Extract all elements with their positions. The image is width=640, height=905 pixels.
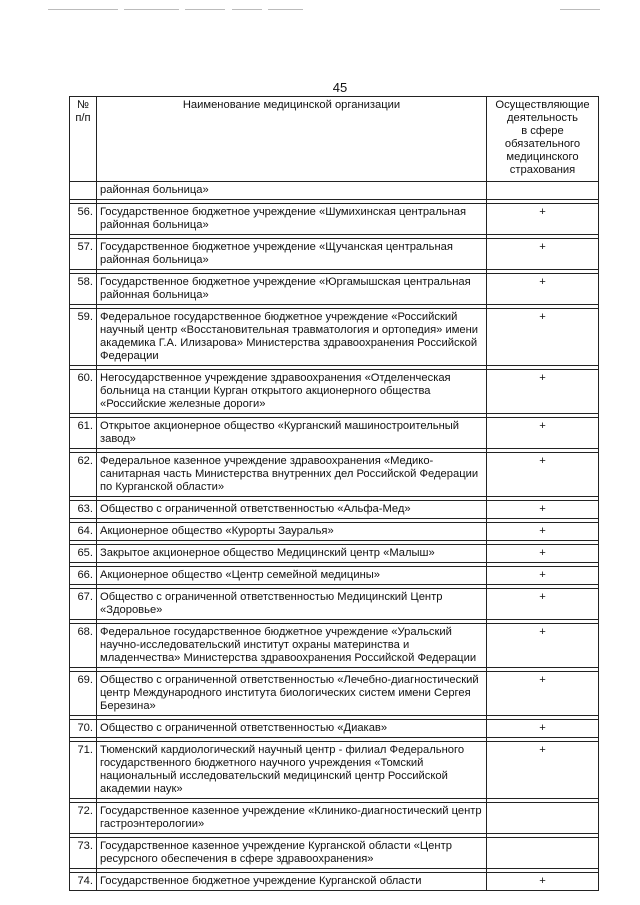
organization-name: Общество с ограниченной ответственностью «Лечебно-диагностический центр Международного института биологических систем имени Сергея Березина» bbox=[97, 672, 487, 716]
table-row bbox=[70, 182, 599, 200]
oms-mark: + bbox=[487, 239, 599, 270]
oms-mark: + bbox=[487, 567, 599, 585]
table-row bbox=[70, 567, 599, 585]
table-body bbox=[70, 182, 599, 891]
organization-name: Государственное казенное учреждение Курганской области «Центр ресурсного обеспечения в сфере здравоохранения» bbox=[97, 838, 487, 869]
row-number bbox=[70, 182, 97, 200]
organization-name: Открытое акционерное общество «Курганский машиностроительный завод» bbox=[97, 418, 487, 449]
organization-name: Закрытое акционерное общество Медицинский центр «Малыш» bbox=[97, 545, 487, 563]
row-number: 61. bbox=[70, 418, 97, 449]
row-number: 59. bbox=[70, 309, 97, 366]
row-number: 56. bbox=[70, 204, 97, 235]
organization-name: Государственное бюджетное учреждение «Юргамышская центральная районная больница» bbox=[97, 274, 487, 305]
table-row bbox=[70, 838, 599, 869]
row-number: 74. bbox=[70, 873, 97, 891]
table-row bbox=[70, 239, 599, 270]
table-row bbox=[70, 274, 599, 305]
row-number: 66. bbox=[70, 567, 97, 585]
row-number: 57. bbox=[70, 239, 97, 270]
oms-mark: + bbox=[487, 453, 599, 497]
oms-mark bbox=[487, 803, 599, 834]
oms-mark: + bbox=[487, 589, 599, 620]
row-number: 67. bbox=[70, 589, 97, 620]
organization-name: Общество с ограниченной ответственностью «Диакав» bbox=[97, 720, 487, 738]
organization-name: Акционерное общество «Центр семейной медицины» bbox=[97, 567, 487, 585]
row-number: 65. bbox=[70, 545, 97, 563]
row-number: 73. bbox=[70, 838, 97, 869]
scan-header-artifact bbox=[0, 8, 640, 12]
organization-name: Государственное казенное учреждение «Клинико-диагностический центр гастроэнтерологии» bbox=[97, 803, 487, 834]
oms-mark bbox=[487, 182, 599, 200]
header-oms-activity: Осуществляющие деятельность в сфере обязательного медицинского страхования bbox=[487, 97, 599, 182]
table-row bbox=[70, 309, 599, 366]
oms-mark: + bbox=[487, 873, 599, 891]
table-row bbox=[70, 523, 599, 541]
organization-name: Государственное бюджетное учреждение Курганской области bbox=[97, 873, 487, 891]
row-number: 62. bbox=[70, 453, 97, 497]
table-row bbox=[70, 624, 599, 668]
table-row bbox=[70, 720, 599, 738]
table-row bbox=[70, 545, 599, 563]
organization-name: Общество с ограниченной ответственностью Медицинский Центр «Здоровье» bbox=[97, 589, 487, 620]
table-row bbox=[70, 370, 599, 414]
oms-mark: + bbox=[487, 742, 599, 799]
table-row bbox=[70, 204, 599, 235]
oms-mark: + bbox=[487, 204, 599, 235]
header-number: № п/п bbox=[70, 97, 97, 182]
oms-mark: + bbox=[487, 545, 599, 563]
organization-name: Негосударственное учреждение здравоохранения «Отделенческая больница на станции Курган открытого акционерного общества «Российские железные дороги» bbox=[97, 370, 487, 414]
header-organization-name: Наименование медицинской организации bbox=[97, 97, 487, 182]
table-row bbox=[70, 501, 599, 519]
organization-name: Государственное бюджетное учреждение «Щучанская центральная районная больница» bbox=[97, 239, 487, 270]
table-header-row bbox=[70, 97, 599, 182]
row-number: 68. bbox=[70, 624, 97, 668]
row-number: 69. bbox=[70, 672, 97, 716]
organization-name: Акционерное общество «Курорты Зауралья» bbox=[97, 523, 487, 541]
table-row bbox=[70, 453, 599, 497]
row-number: 63. bbox=[70, 501, 97, 519]
table-row bbox=[70, 742, 599, 799]
oms-mark: + bbox=[487, 672, 599, 716]
organization-name: Общество с ограниченной ответственностью «Альфа-Мед» bbox=[97, 501, 487, 519]
organization-name: Федеральное государственное бюджетное учреждение «Российский научный центр «Восстановительная травматология и ортопедия» имени академика Г.А. Илизарова» Министерства здравоохранения Российской Федерации bbox=[97, 309, 487, 366]
oms-mark bbox=[487, 838, 599, 869]
row-number: 72. bbox=[70, 803, 97, 834]
row-number: 71. bbox=[70, 742, 97, 799]
table-row bbox=[70, 672, 599, 716]
oms-mark: + bbox=[487, 418, 599, 449]
organizations-table bbox=[69, 96, 599, 891]
organization-name: Тюменский кардиологический научный центр - филиал Федерального государственного бюджетного научного учреждения «Томский национальный исследовательский медицинский центр Российской академии наук» bbox=[97, 742, 487, 799]
row-number: 64. bbox=[70, 523, 97, 541]
row-number: 70. bbox=[70, 720, 97, 738]
oms-mark: + bbox=[487, 501, 599, 519]
oms-mark: + bbox=[487, 309, 599, 366]
table-row bbox=[70, 803, 599, 834]
table-row bbox=[70, 418, 599, 449]
page-number: 45 bbox=[332, 80, 348, 95]
organization-name: Федеральное государственное бюджетное учреждение «Уральский научно-исследовательский институт охраны материнства и младенчества» Министерства здравоохранения Российской Федерации bbox=[97, 624, 487, 668]
oms-mark: + bbox=[487, 624, 599, 668]
oms-mark: + bbox=[487, 523, 599, 541]
oms-mark: + bbox=[487, 370, 599, 414]
oms-mark: + bbox=[487, 720, 599, 738]
organization-name: Государственное бюджетное учреждение «Шумихинская центральная районная больница» bbox=[97, 204, 487, 235]
oms-mark: + bbox=[487, 274, 599, 305]
row-number: 60. bbox=[70, 370, 97, 414]
row-number: 58. bbox=[70, 274, 97, 305]
organization-name: Федеральное казенное учреждение здравоохранения «Медико-санитарная часть Министерства внутренних дел Российской Федерации по Курганской области» bbox=[97, 453, 487, 497]
table-row bbox=[70, 589, 599, 620]
table-row bbox=[70, 873, 599, 891]
organization-name: районная больница» bbox=[97, 182, 487, 200]
